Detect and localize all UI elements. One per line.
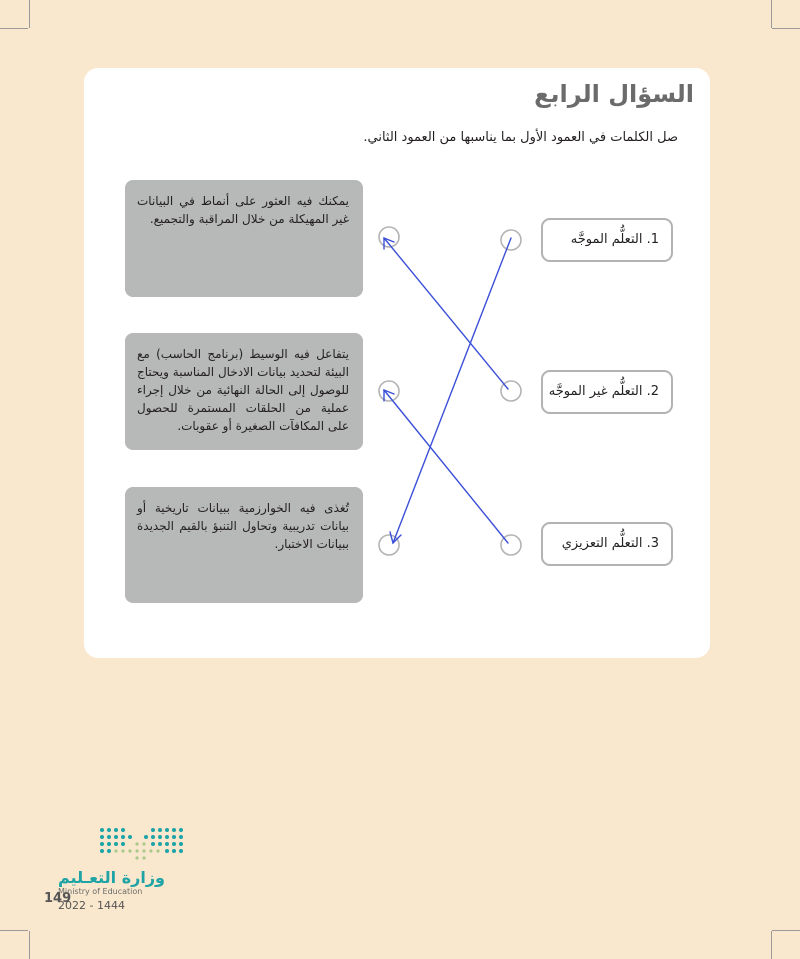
ministry-name-arabic: وزارة التعـليم (58, 868, 165, 887)
ministry-name-english: Ministry of Education (58, 887, 143, 896)
definition-connector-2 (379, 381, 399, 401)
term-box-2[interactable]: 2. التعلُّم غير الموجَّه (541, 370, 673, 414)
match-line-term2-def1 (384, 238, 508, 389)
question-title: السؤال الرابع (534, 80, 694, 108)
match-line-term1-def3 (393, 238, 511, 543)
term-connector-1 (501, 230, 521, 250)
term-box-3[interactable]: 3. التعلُّم التعزيزي (541, 522, 673, 566)
definition-connector-3 (379, 535, 399, 555)
question-instruction: صل الكلمات في العمود الأول بما يناسبها من العمود الثاني. (363, 130, 678, 145)
ministry-logo-icon (98, 826, 193, 866)
definition-box-3: تُغذى فيه الخوارزمية ببيانات تاريخية أو بيانات تدريبية وتحاول التنبؤ بالقيم الجديدة ببيانات الاختبار. (125, 487, 363, 603)
term-box-1[interactable]: 1. التعلُّم الموجَّه (541, 218, 673, 262)
edition-year: 2022 - 1444 (58, 899, 125, 912)
page-number: 149 (44, 891, 72, 906)
definition-box-1: يمكنك فيه العثور على أنماط في البيانات غير المهيكلة من خلال المراقبة والتجميع. (125, 180, 363, 297)
definition-box-2: يتفاعل فيه الوسيط (برنامج الحاسب) مع البيئة لتحديد بيانات الادخال المناسبة ويحتاج للوصول إلى الحالة النهائية من خلال إجراء عملية من الحلقات المستمرة للحصول على المكافآت الصغيرة أو عقوبات. (125, 333, 363, 450)
